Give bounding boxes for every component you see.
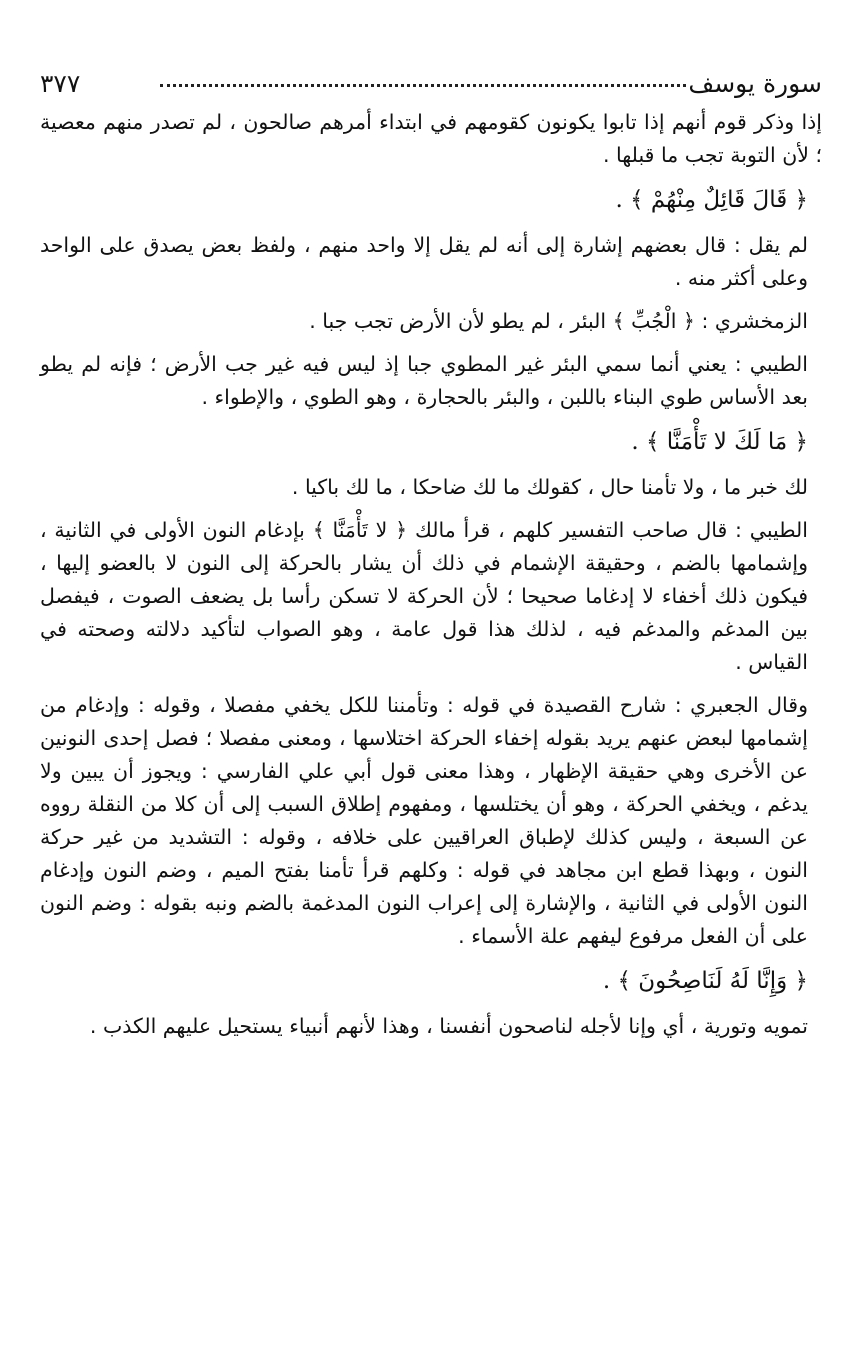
paragraph: تمويه وتورية ، أي وإنا لأجله لناصحون أنفسنا ، وهذا لأنهم أنبياء يستحيل عليهم الكذب . [89, 1014, 808, 1038]
paragraph: إذا وذكر قوم أنهم إذا تابوا يكونون كقومهم في ابتداء أمرهم صالحون ، لم تصدر منهم معصية ؛ لأن التوبة تجب ما قبلها . [40, 110, 822, 167]
paragraph: الزمخشري : ﴿ الْجُبِّ ﴾ البئر ، لم يطو لأن الأرض تجب جبا . [309, 309, 808, 333]
quran-verse: ﴿ مَا لَكَ لا تَأْمَنَّا ﴾ . [631, 429, 808, 455]
paragraph: وقال الجعبري : شارح القصيدة في قوله : وتأمننا للكل يخفي مفصلا ، وقوله : وإدغام من إشمامها لبعض عنهم يريد بقوله إخفاء الحركة اختلاسها ، ومعنى مفصلا ؛ فصل إحدى النونين عن الأخرى وهي حقيقة الإظهار ، وهذا معنى قول أبي علي الفارسي : ويجوز أن يبين ولا يدغم ، ويخفي الحركة ، وهو أن يختلسها ، ومفهوم إطلاق السبب إلى أن كلا من النقلة رووه عن السبعة ، وليس كذلك لإطباق العراقيين على خلافه ، وقوله : التشديد من غير حركة النون ، وبهذا قطع ابن مجاهد في قوله : وكلهم قرأ تأمنا بفتح الميم ، وضم النون وإدغام النون الأولى في الثانية ، والإشارة إلى إعراب النون المدغمة بالضم ونبه بقوله : وضم النون على أن الفعل مرفوع ليفهم علة الأسماء . [40, 693, 808, 948]
paragraph: الطيبي : يعني أنما سمي البئر غير المطوي جبا إذ ليس فيه غير جب الأرض ؛ فإنه لم يطو بعد الأساس طوي البناء باللبن ، والبئر بالحجارة ، وهو الطوي ، والإطواء . [40, 352, 808, 409]
header-dotted-leader [160, 84, 686, 87]
quran-verse: ﴿ قَالَ قَائِلٌ مِنْهُمْ ﴾ . [615, 187, 808, 213]
paragraph: الطيبي : قال صاحب التفسير كلهم ، قرأ مالك ﴿ لا تَأْمَنَّا ﴾ بإدغام النون الأولى في الثانية ، وإشمامها بالضم ، وحقيقة الإشمام في ذلك أن يشار بالحركة إلى النون لا بالعضو إليها ، فيكون ذلك أخفاء لا إدغاما صحيحا ؛ لأن الحركة لا تسكن رأسا بل يضعف الصوت ، فيفصل بين المدغم والمدغم فيه ، لذلك هذا قول عامة ، وهو الصواب لتأكيد دلالته وصحته في القياس . [40, 518, 808, 674]
page-number: ٣٧٧ [40, 69, 81, 98]
paragraph: لم يقل : قال بعضهم إشارة إلى أنه لم يقل إلا واحد منهم ، ولفظ بعض يصدق على الواحد وعلى أكثر منه . [40, 233, 808, 290]
surah-title: سورة يوسف [688, 69, 822, 98]
quran-verse: ﴿ وَإِنَّا لَهُ لَنَاصِحُونَ ﴾ . [602, 968, 808, 994]
running-header [40, 62, 822, 106]
document-page [40, 62, 822, 1053]
body-text [40, 106, 822, 1043]
paragraph: لك خبر ما ، ولا تأمنا حال ، كقولك ما لك ضاحكا ، ما لك باكيا . [291, 475, 808, 499]
